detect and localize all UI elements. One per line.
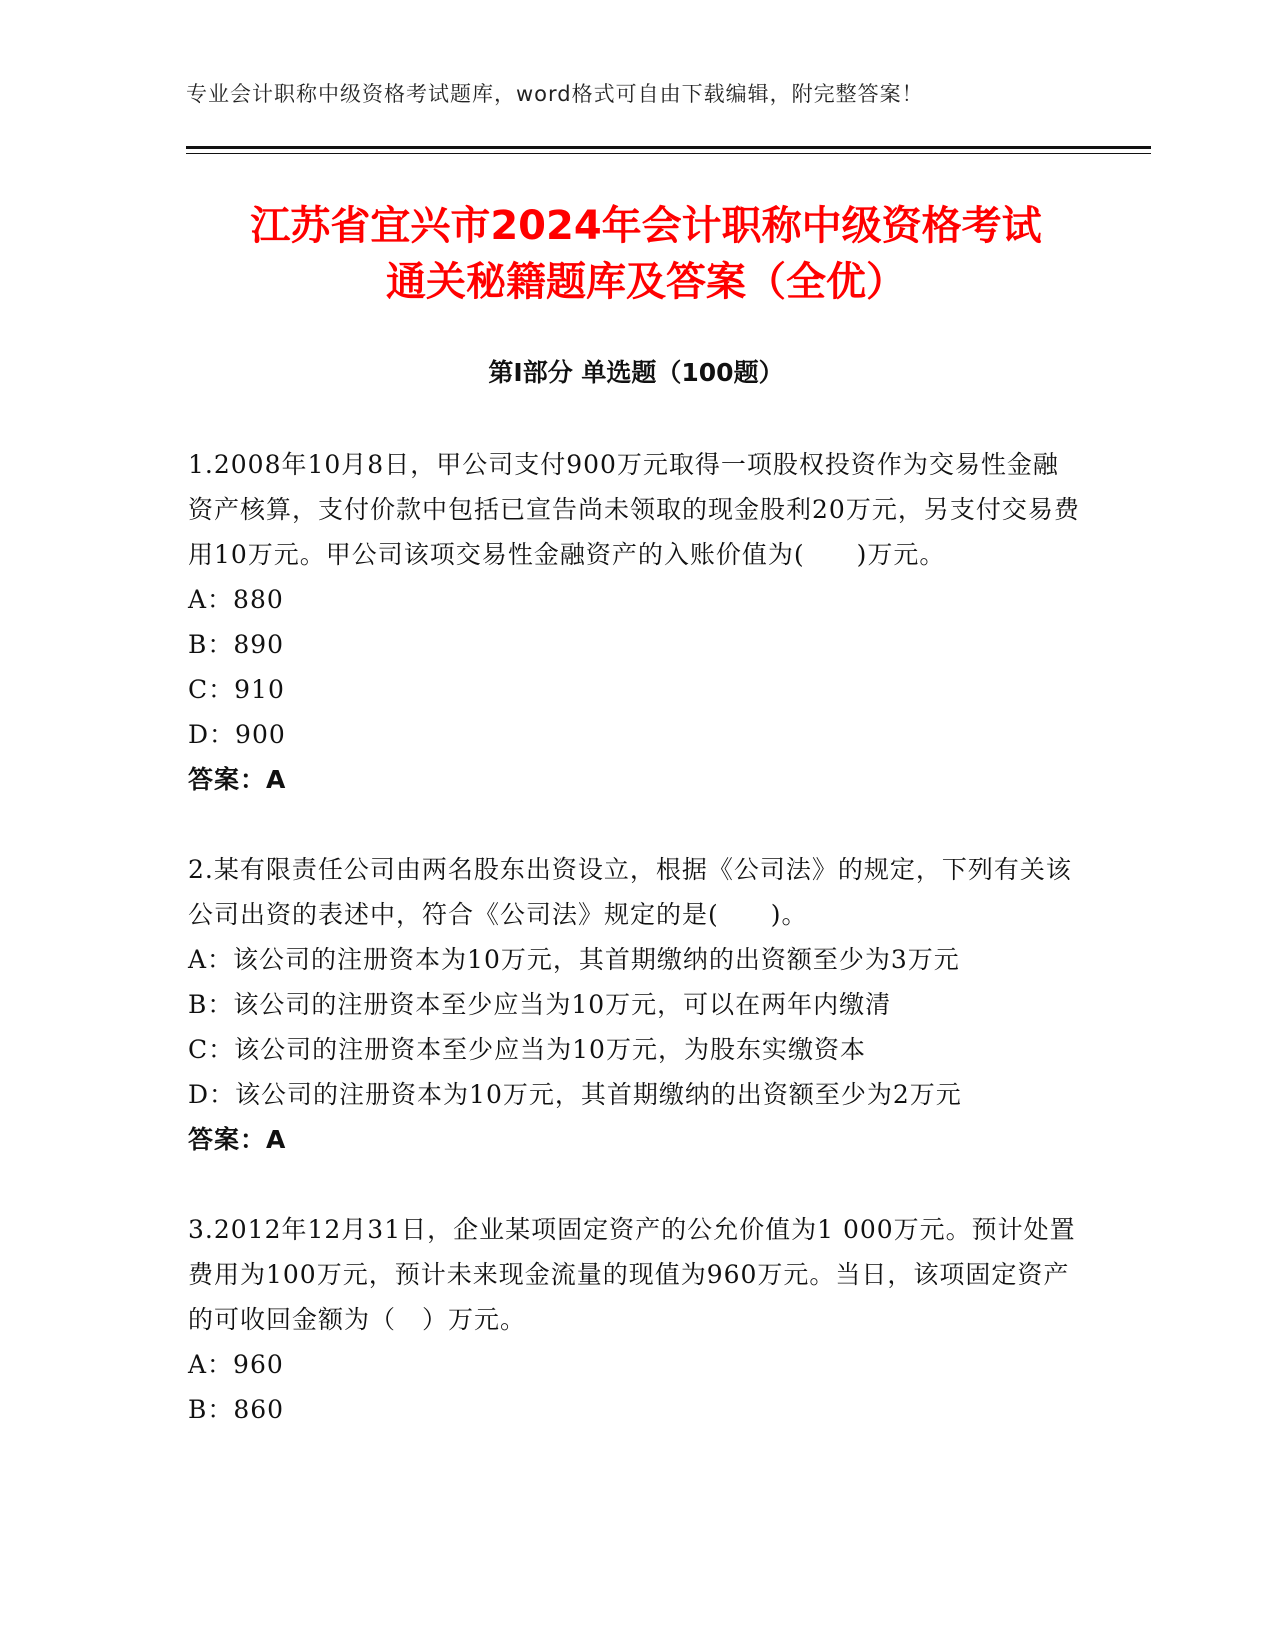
- option-d: D：900: [188, 720, 286, 749]
- header-rule-thin: [186, 153, 1151, 154]
- question-1: [188, 442, 1083, 802]
- option-b: B：860: [188, 1395, 285, 1424]
- option-a: A：该公司的注册资本为10万元，其首期缴纳的出资额至少为3万元: [188, 945, 960, 974]
- title-line-1: 江苏省宜兴市2024年会计职称中级资格考试: [250, 203, 1042, 249]
- option-c: C：910: [188, 675, 285, 704]
- question-list: [188, 442, 1083, 1477]
- header-rule-thick: [186, 146, 1151, 149]
- answer: 答案：A: [188, 765, 287, 794]
- question-3: [188, 1207, 1083, 1432]
- document-title: [186, 198, 1106, 310]
- title-line-2: 通关秘籍题库及答案（全优）: [386, 259, 906, 305]
- option-b: B：该公司的注册资本至少应当为10万元，可以在两年内缴清: [188, 990, 892, 1019]
- section-heading: 第Ⅰ部分 单选题（100题）: [488, 358, 784, 387]
- option-d: D：该公司的注册资本为10万元，其首期缴纳的出资额至少为2万元: [188, 1080, 962, 1109]
- answer: 答案：A: [188, 1125, 287, 1154]
- option-b: B：890: [188, 630, 285, 659]
- question-text: 1.2008年10月8日，甲公司支付900万元取得一项股权投资作为交易性金融资产核算，支付价款中包括已宣告尚未领取的现金股利20万元，另支付交易费用10万元。甲公司该项交易性金融资产的入账价值为( )万元。: [188, 450, 1080, 569]
- page-header: 专业会计职称中级资格考试题库，word格式可自由下载编辑，附完整答案！: [186, 82, 924, 106]
- question-text: 3.2012年12月31日，企业某项固定资产的公允价值为1 000万元。预计处置费用为100万元，预计未来现金流量的现值为960万元。当日，该项固定资产的可收回金额为（ ）万元。: [188, 1215, 1076, 1334]
- question-text: 2.某有限责任公司由两名股东出资设立，根据《公司法》的规定，下列有关该公司出资的表述中，符合《公司法》规定的是( )。: [188, 855, 1072, 929]
- option-a: A：960: [188, 1350, 284, 1379]
- option-c: C：该公司的注册资本至少应当为10万元，为股东实缴资本: [188, 1035, 866, 1064]
- question-2: [188, 847, 1083, 1162]
- option-a: A：880: [188, 585, 284, 614]
